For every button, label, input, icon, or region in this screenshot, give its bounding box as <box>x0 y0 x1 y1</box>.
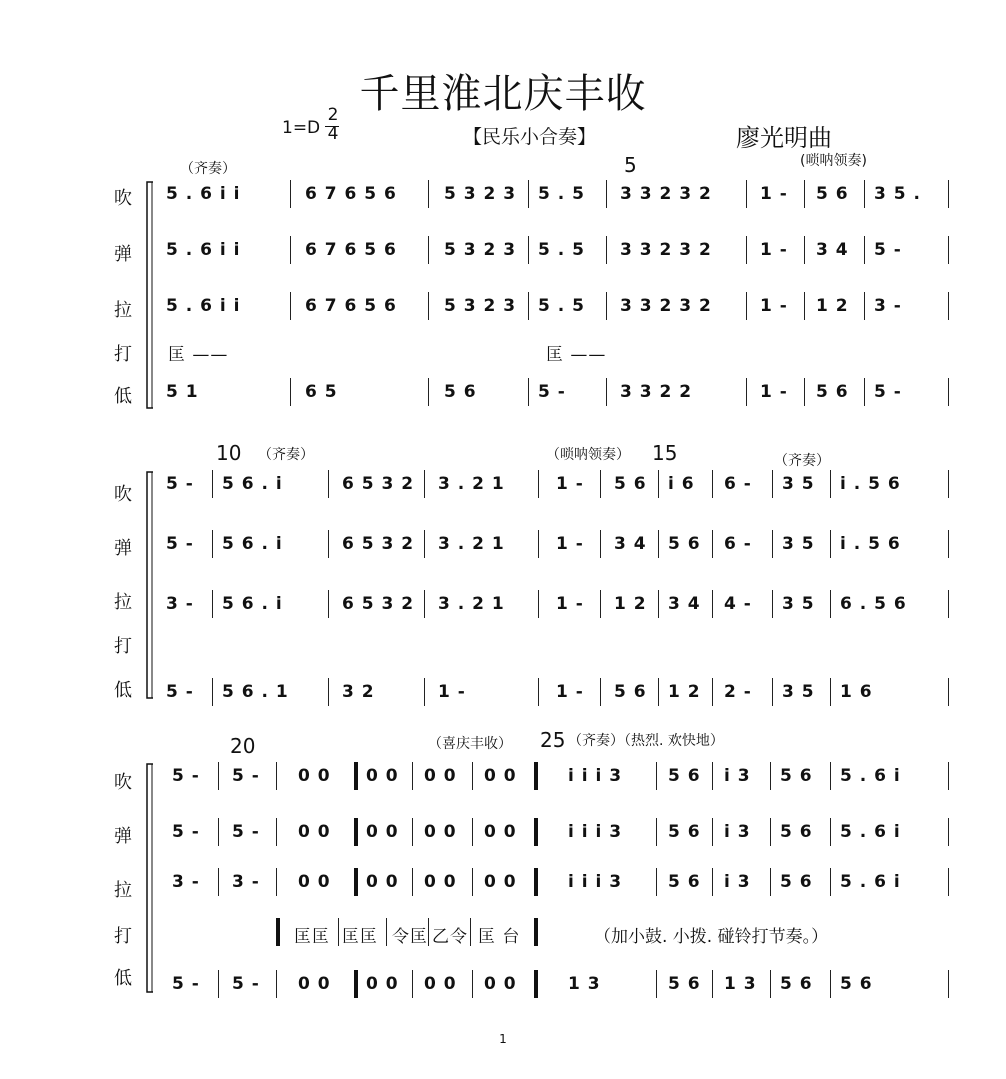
barline-s1-la <box>746 292 747 320</box>
label-la-2: 拉 <box>114 592 132 613</box>
label-chui-2: 吹 <box>114 484 132 505</box>
note-cell-s2-di: 1 - <box>438 682 466 702</box>
barline-s1-tan <box>428 236 429 264</box>
note-cell-s3-chui: 5 6 <box>668 766 701 786</box>
barline-s2-chui <box>538 470 539 498</box>
barline-s3-da <box>386 918 387 946</box>
barline-s3-la <box>534 868 538 896</box>
note-cell-s1-chui: 3 5 . <box>874 184 921 204</box>
note-cell-s3-di: 5 6 <box>668 974 701 994</box>
barline-s3-di <box>948 970 949 998</box>
barline-s1-la <box>804 292 805 320</box>
note-cell-s1-chui: 1 - <box>760 184 788 204</box>
barline-s2-tan <box>600 530 601 558</box>
note-cell-s3-di: 5 6 <box>780 974 813 994</box>
barline-s2-chui <box>772 470 773 498</box>
barline-s1-tan <box>746 236 747 264</box>
note-cell-s3-la: 5 6 <box>780 872 813 892</box>
note-cell-s1-tan: 5 - <box>874 240 902 260</box>
measure-number-25: 25 <box>540 728 566 752</box>
label-di-3: 低 <box>114 968 132 989</box>
barline-s3-la <box>656 868 657 896</box>
barline-s1-tan <box>528 236 529 264</box>
label-chui-1: 吹 <box>114 188 132 209</box>
barline-s3-da <box>276 918 280 946</box>
note-cell-s1-tan: 5 . 6 i i <box>166 240 241 260</box>
barline-s1-di <box>948 378 949 406</box>
barline-s3-tan <box>354 818 358 846</box>
barline-s3-di <box>770 970 771 998</box>
note-cell-s2-chui: i 6 <box>668 474 695 494</box>
score-title: 千里淮北庆丰收 <box>359 71 647 117</box>
note-cell-s2-chui: 6 - <box>724 474 752 494</box>
barline-s3-tan <box>830 818 831 846</box>
note-cell-s1-chui: 5 . 5 <box>538 184 585 204</box>
label-da-1: 打 <box>114 344 132 365</box>
barline-s3-la <box>712 868 713 896</box>
barline-s2-chui <box>212 470 213 498</box>
note-cell-s3-chui: i i i 3 <box>568 766 623 786</box>
barline-s1-la <box>864 292 865 320</box>
label-chui-3: 吹 <box>114 772 132 793</box>
note-cell-s3-chui: i 3 <box>724 766 751 786</box>
label-da-2: 打 <box>114 636 132 657</box>
barline-s2-tan <box>948 530 949 558</box>
barline-s3-la <box>412 868 413 896</box>
barline-s1-chui <box>864 180 865 208</box>
label-di-1: 低 <box>114 386 132 407</box>
note-cell-s2-chui: 3 . 2 1 <box>438 474 505 494</box>
note-cell-s3-la: i i i 3 <box>568 872 623 892</box>
note-cell-s2-la: 3 5 <box>782 594 815 614</box>
barline-s1-la <box>948 292 949 320</box>
barline-s1-tan <box>290 236 291 264</box>
note-cell-s2-di: 5 6 . 1 <box>222 682 289 702</box>
barline-s3-chui <box>218 762 219 790</box>
label-la-3: 拉 <box>114 880 132 901</box>
note-cell-s3-chui: 5 6 <box>780 766 813 786</box>
barline-s2-la <box>328 590 329 618</box>
annotation-suona-1: (唢呐领奏) <box>800 153 867 169</box>
note-cell-s1-di: 6 5 <box>305 382 338 402</box>
barline-s3-chui <box>712 762 713 790</box>
percussion-cell-s1: 匡 —— <box>546 345 607 365</box>
note-cell-s2-tan: 3 . 2 1 <box>438 534 505 554</box>
note-cell-s3-tan: 5 6 <box>668 822 701 842</box>
note-cell-s1-chui: 5 . 6 i i <box>166 184 241 204</box>
barline-s3-tan <box>770 818 771 846</box>
note-cell-s3-di: 0 0 <box>298 974 331 994</box>
time-sig-line <box>325 126 339 127</box>
label-tan-2: 弹 <box>114 538 132 559</box>
barline-s3-chui <box>948 762 949 790</box>
barline-s2-tan <box>328 530 329 558</box>
annotation-harvest: （喜庆丰收） <box>428 736 512 752</box>
system-brace-3 <box>143 762 153 994</box>
note-cell-s1-la: 1 - <box>760 296 788 316</box>
label-di-2: 低 <box>114 680 132 701</box>
barline-s1-di <box>804 378 805 406</box>
barline-s2-chui <box>658 470 659 498</box>
note-cell-s3-di: 0 0 <box>484 974 517 994</box>
note-cell-s2-tan: i . 5 6 <box>840 534 901 554</box>
note-cell-s1-di: 1 - <box>760 382 788 402</box>
note-cell-s2-di: 5 - <box>166 682 194 702</box>
barline-s3-chui <box>770 762 771 790</box>
barline-s3-tan <box>712 818 713 846</box>
barline-s3-di <box>534 970 538 998</box>
barline-s1-di <box>290 378 291 406</box>
barline-s3-da <box>470 918 471 946</box>
barline-s1-la <box>528 292 529 320</box>
note-cell-s3-chui: 0 0 <box>298 766 331 786</box>
percussion-cell-s3: 匡匡 <box>294 927 330 947</box>
barline-s3-chui <box>354 762 358 790</box>
barline-s2-la <box>424 590 425 618</box>
note-cell-s2-la: 6 5 3 2 <box>342 594 415 614</box>
barline-s3-chui <box>830 762 831 790</box>
barline-s2-la <box>600 590 601 618</box>
note-cell-s1-chui: 6 7 6 5 6 <box>305 184 397 204</box>
barline-s3-la <box>948 868 949 896</box>
barline-s3-di <box>472 970 473 998</box>
barline-s2-tan <box>830 530 831 558</box>
note-cell-s3-la: 5 . 6 i <box>840 872 901 892</box>
annotation-tutti-3: （齐奏） <box>774 453 830 469</box>
barline-s2-di <box>424 678 425 706</box>
barline-s2-tan <box>658 530 659 558</box>
note-cell-s3-di: 5 - <box>172 974 200 994</box>
note-cell-s3-tan: 0 0 <box>298 822 331 842</box>
note-cell-s1-tan: 1 - <box>760 240 788 260</box>
barline-s3-da <box>338 918 339 946</box>
note-cell-s2-tan: 5 6 . i <box>222 534 283 554</box>
barline-s3-la <box>218 868 219 896</box>
label-la-1: 拉 <box>114 300 132 321</box>
barline-s2-la <box>712 590 713 618</box>
note-cell-s2-di: 3 2 <box>342 682 375 702</box>
time-signature <box>327 106 339 144</box>
note-cell-s3-la: 0 0 <box>366 872 399 892</box>
note-cell-s2-chui: 5 6 . i <box>222 474 283 494</box>
barline-s3-da <box>534 918 538 946</box>
note-cell-s1-tan: 3 3 2 3 2 <box>620 240 712 260</box>
note-cell-s3-di: 0 0 <box>366 974 399 994</box>
note-cell-s3-la: 3 - <box>172 872 200 892</box>
note-cell-s1-chui: 5 3 2 3 <box>444 184 517 204</box>
barline-s3-tan <box>412 818 413 846</box>
note-cell-s2-chui: 6 5 3 2 <box>342 474 415 494</box>
note-cell-s3-di: 1 3 <box>568 974 601 994</box>
note-cell-s1-di: 5 1 <box>166 382 199 402</box>
note-cell-s1-la: 5 . 5 <box>538 296 585 316</box>
note-cell-s3-di: 5 6 <box>840 974 873 994</box>
barline-s2-di <box>600 678 601 706</box>
note-cell-s2-la: 3 . 2 1 <box>438 594 505 614</box>
note-cell-s2-la: 3 4 <box>668 594 701 614</box>
barline-s1-di <box>746 378 747 406</box>
note-cell-s3-la: 3 - <box>232 872 260 892</box>
annotation-suona-2: （唢呐领奏） <box>546 447 630 463</box>
note-cell-s1-di: 5 6 <box>816 382 849 402</box>
note-cell-s1-di: 3 3 2 2 <box>620 382 693 402</box>
note-cell-s1-chui: 3 3 2 3 2 <box>620 184 712 204</box>
note-cell-s2-tan: 6 5 3 2 <box>342 534 415 554</box>
percussion-cell-s3: 匡 台 <box>478 927 521 947</box>
barline-s3-di <box>712 970 713 998</box>
note-cell-s2-di: 1 2 <box>668 682 701 702</box>
note-cell-s1-la: 6 7 6 5 6 <box>305 296 397 316</box>
note-cell-s2-di: 3 5 <box>782 682 815 702</box>
barline-s2-di <box>212 678 213 706</box>
barline-s2-chui <box>600 470 601 498</box>
note-cell-s3-tan: i i i 3 <box>568 822 623 842</box>
note-cell-s3-tan: 5 6 <box>780 822 813 842</box>
barline-s1-chui <box>948 180 949 208</box>
note-cell-s2-tan: 3 4 <box>614 534 647 554</box>
measure-number-15: 15 <box>652 441 678 465</box>
percussion-cell-s1: 匡 —— <box>168 345 229 365</box>
note-cell-s3-di: 5 - <box>232 974 260 994</box>
barline-s2-la <box>772 590 773 618</box>
barline-s2-di <box>658 678 659 706</box>
note-cell-s1-tan: 3 4 <box>816 240 849 260</box>
barline-s1-tan <box>948 236 949 264</box>
note-cell-s2-di: 1 - <box>556 682 584 702</box>
note-cell-s3-la: 0 0 <box>424 872 457 892</box>
barline-s1-tan <box>606 236 607 264</box>
barline-s3-la <box>830 868 831 896</box>
note-cell-s2-tan: 5 6 <box>668 534 701 554</box>
note-cell-s1-la: 3 - <box>874 296 902 316</box>
note-cell-s3-tan: i 3 <box>724 822 751 842</box>
barline-s3-da <box>428 918 429 946</box>
note-cell-s3-chui: 0 0 <box>484 766 517 786</box>
annotation-lively: （齐奏）（热烈. 欢快地） <box>568 733 724 749</box>
note-cell-s2-chui: 1 - <box>556 474 584 494</box>
barline-s1-chui <box>428 180 429 208</box>
barline-s2-chui <box>830 470 831 498</box>
barline-s3-tan <box>534 818 538 846</box>
barline-s3-tan <box>948 818 949 846</box>
barline-s1-di <box>864 378 865 406</box>
note-cell-s2-la: 6 . 5 6 <box>840 594 907 614</box>
annotation-tutti-2: （齐奏） <box>258 447 314 463</box>
system-brace-2 <box>143 470 153 700</box>
note-cell-s3-chui: 5 . 6 i <box>840 766 901 786</box>
barline-s3-la <box>472 868 473 896</box>
measure-number-10: 10 <box>216 441 242 465</box>
note-cell-s2-tan: 3 5 <box>782 534 815 554</box>
note-cell-s1-chui: 5 6 <box>816 184 849 204</box>
barline-s2-di <box>712 678 713 706</box>
barline-s2-di <box>328 678 329 706</box>
barline-s3-chui <box>656 762 657 790</box>
note-cell-s1-di: 5 6 <box>444 382 477 402</box>
key-signature: 1=D <box>282 118 321 138</box>
label-da-3: 打 <box>114 926 132 947</box>
note-cell-s2-la: 3 - <box>166 594 194 614</box>
barline-s1-chui <box>290 180 291 208</box>
note-cell-s3-tan: 5 - <box>232 822 260 842</box>
barline-s3-la <box>276 868 277 896</box>
note-cell-s1-la: 3 3 2 3 2 <box>620 296 712 316</box>
note-cell-s3-chui: 0 0 <box>366 766 399 786</box>
note-cell-s3-tan: 0 0 <box>366 822 399 842</box>
barline-s3-di <box>276 970 277 998</box>
note-cell-s1-di: 5 - <box>538 382 566 402</box>
note-cell-s2-la: 4 - <box>724 594 752 614</box>
note-cell-s3-chui: 5 - <box>172 766 200 786</box>
barline-s3-la <box>354 868 358 896</box>
barline-s2-la <box>658 590 659 618</box>
note-cell-s1-la: 1 2 <box>816 296 849 316</box>
barline-s2-tan <box>424 530 425 558</box>
note-cell-s1-la: 5 3 2 3 <box>444 296 517 316</box>
barline-s3-di <box>656 970 657 998</box>
note-cell-s3-di: 1 3 <box>724 974 757 994</box>
barline-s2-di <box>772 678 773 706</box>
measure-number-20: 20 <box>230 734 256 758</box>
note-cell-s3-la: i 3 <box>724 872 751 892</box>
barline-s2-la <box>538 590 539 618</box>
barline-s1-di <box>428 378 429 406</box>
label-tan-1: 弹 <box>114 244 132 265</box>
note-cell-s2-chui: 3 5 <box>782 474 815 494</box>
note-cell-s3-tan: 0 0 <box>424 822 457 842</box>
barline-s3-tan <box>276 818 277 846</box>
note-cell-s3-chui: 0 0 <box>424 766 457 786</box>
barline-s3-di <box>218 970 219 998</box>
barline-s1-la <box>428 292 429 320</box>
barline-s2-chui <box>424 470 425 498</box>
note-cell-s2-tan: 6 - <box>724 534 752 554</box>
note-cell-s3-tan: 5 - <box>172 822 200 842</box>
score-subtitle: 【民乐小合奏】 <box>463 126 597 148</box>
barline-s3-tan <box>656 818 657 846</box>
note-cell-s2-di: 2 - <box>724 682 752 702</box>
barline-s2-chui <box>948 470 949 498</box>
note-cell-s1-tan: 5 . 5 <box>538 240 585 260</box>
note-cell-s3-la: 0 0 <box>298 872 331 892</box>
note-cell-s2-la: 5 6 . i <box>222 594 283 614</box>
measure-number-5: 5 <box>624 153 637 177</box>
note-cell-s2-la: 1 - <box>556 594 584 614</box>
barline-s1-tan <box>864 236 865 264</box>
barline-s3-di <box>830 970 831 998</box>
barline-s1-chui <box>528 180 529 208</box>
percussion-cell-s3: 令匡 <box>392 927 428 947</box>
note-cell-s3-chui: 5 - <box>232 766 260 786</box>
note-cell-s1-di: 5 - <box>874 382 902 402</box>
percussion-cell-s3: 乙令 <box>432 927 468 947</box>
note-cell-s1-tan: 5 3 2 3 <box>444 240 517 260</box>
note-cell-s3-di: 0 0 <box>424 974 457 994</box>
note-cell-s3-tan: 0 0 <box>484 822 517 842</box>
barline-s3-di <box>412 970 413 998</box>
barline-s2-tan <box>772 530 773 558</box>
barline-s1-chui <box>746 180 747 208</box>
label-tan-3: 弹 <box>114 826 132 847</box>
note-cell-s1-tan: 6 7 6 5 6 <box>305 240 397 260</box>
barline-s3-chui <box>472 762 473 790</box>
barline-s2-tan <box>538 530 539 558</box>
barline-s1-chui <box>804 180 805 208</box>
barline-s3-chui <box>412 762 413 790</box>
annotation-percussion: （加小鼓. 小拨. 碰铃打节奏。） <box>594 927 829 947</box>
barline-s1-di <box>528 378 529 406</box>
barline-s1-di <box>606 378 607 406</box>
barline-s3-tan <box>472 818 473 846</box>
time-bottom: 4 <box>327 124 339 144</box>
barline-s1-chui <box>606 180 607 208</box>
note-cell-s3-la: 5 6 <box>668 872 701 892</box>
note-cell-s2-tan: 5 - <box>166 534 194 554</box>
barline-s1-tan <box>804 236 805 264</box>
note-cell-s2-chui: 5 6 <box>614 474 647 494</box>
barline-s2-chui <box>712 470 713 498</box>
barline-s3-tan <box>218 818 219 846</box>
note-cell-s3-la: 0 0 <box>484 872 517 892</box>
note-cell-s2-tan: 1 - <box>556 534 584 554</box>
barline-s2-la <box>948 590 949 618</box>
barline-s3-chui <box>534 762 538 790</box>
barline-s2-la <box>830 590 831 618</box>
annotation-tutti-1: （齐奏） <box>180 161 236 177</box>
barline-s2-di <box>538 678 539 706</box>
barline-s3-la <box>770 868 771 896</box>
barline-s1-la <box>606 292 607 320</box>
note-cell-s2-di: 1 6 <box>840 682 873 702</box>
percussion-cell-s3: 匡匡 <box>342 927 378 947</box>
page-number: 1 <box>499 1032 507 1046</box>
barline-s3-di <box>354 970 358 998</box>
note-cell-s1-la: 5 . 6 i i <box>166 296 241 316</box>
note-cell-s2-la: 1 2 <box>614 594 647 614</box>
barline-s2-tan <box>712 530 713 558</box>
note-cell-s2-di: 5 6 <box>614 682 647 702</box>
barline-s3-chui <box>276 762 277 790</box>
barline-s2-tan <box>212 530 213 558</box>
barline-s2-la <box>212 590 213 618</box>
barline-s2-chui <box>328 470 329 498</box>
composer: 廖光明曲 <box>736 124 832 152</box>
barline-s2-di <box>830 678 831 706</box>
system-brace-1 <box>143 180 153 410</box>
barline-s2-di <box>948 678 949 706</box>
note-cell-s2-chui: i . 5 6 <box>840 474 901 494</box>
barline-s1-la <box>290 292 291 320</box>
time-top: 2 <box>327 105 339 125</box>
note-cell-s3-tan: 5 . 6 i <box>840 822 901 842</box>
note-cell-s2-chui: 5 - <box>166 474 194 494</box>
